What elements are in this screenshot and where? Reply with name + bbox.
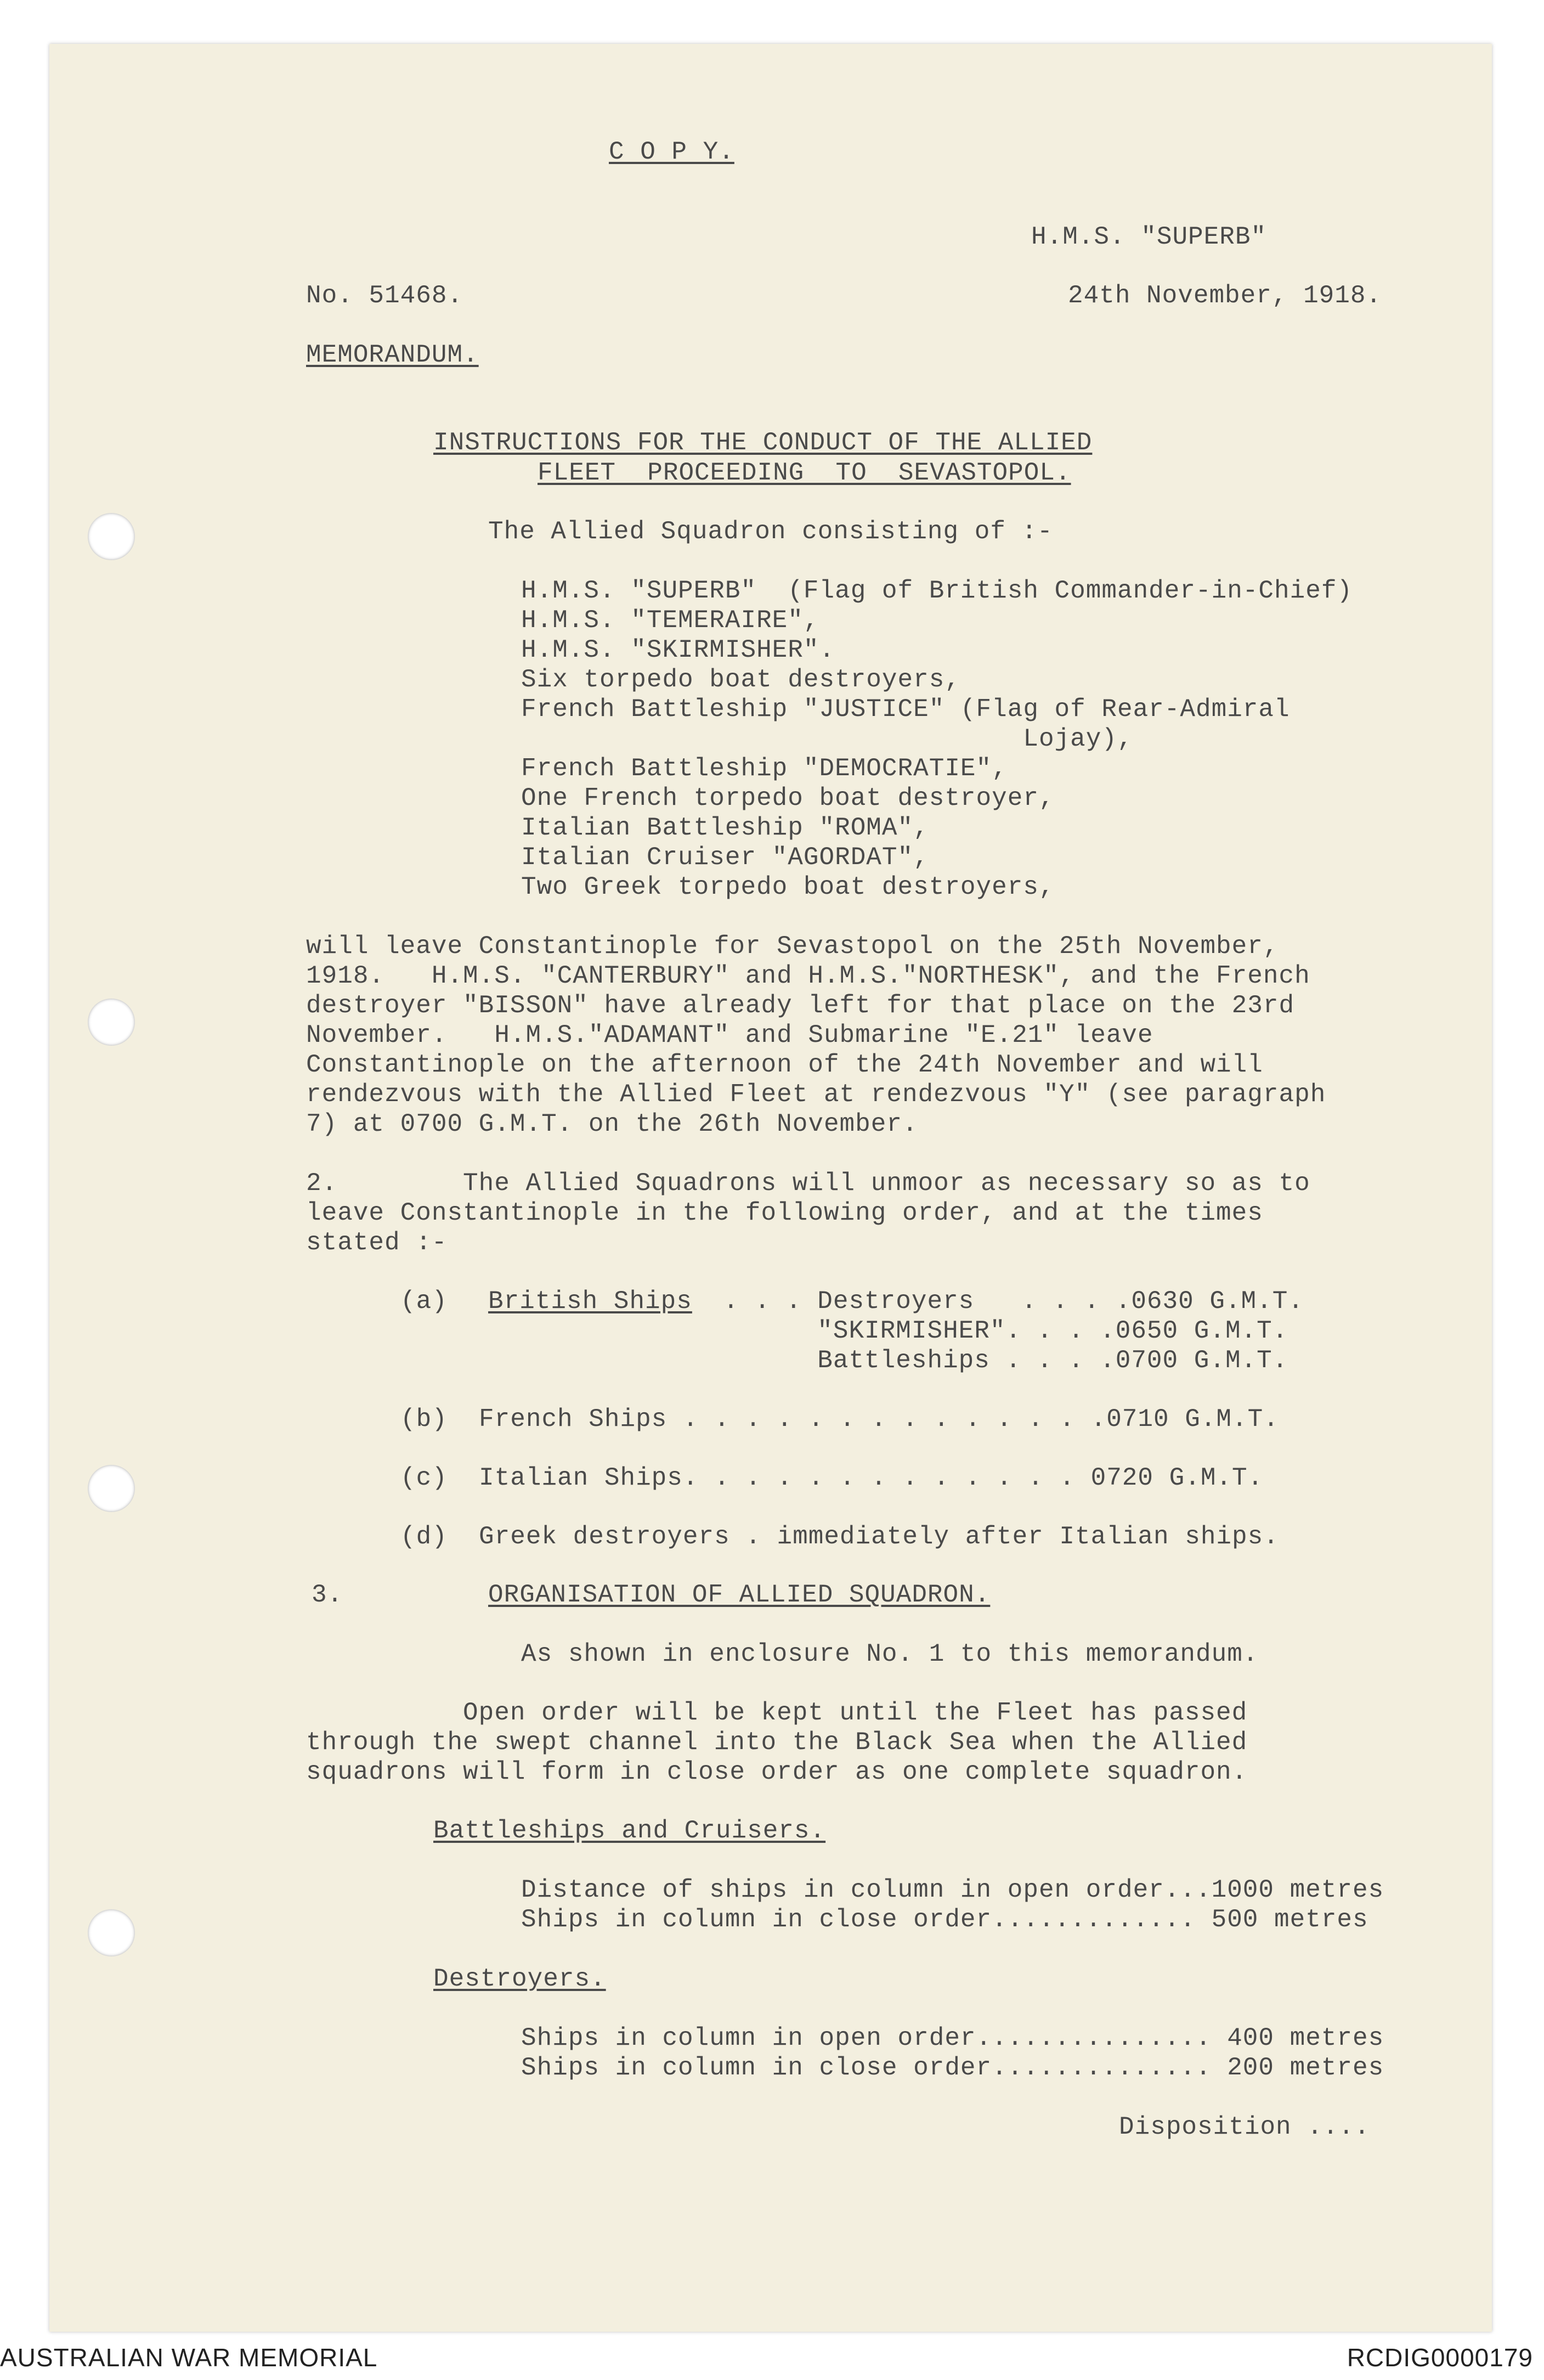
paragraph-line: 2. The Allied Squadrons will unmoor as necessary so as to xyxy=(306,1169,1310,1198)
memo-number: No. 51468. xyxy=(306,281,463,310)
ship-line: H.M.S. "TEMERAIRE", xyxy=(521,606,819,635)
order-row-b: (b) French Ships . . . . . . . . . . . . . .0710 G.M.T. xyxy=(400,1405,1279,1434)
paragraph-line: leave Constantinople in the following order, and at the times xyxy=(306,1199,1263,1227)
section-line: As shown in enclosure No. 1 to this memorandum. xyxy=(521,1640,1259,1668)
section-heading: ORGANISATION OF ALLIED SQUADRON. xyxy=(488,1581,991,1609)
ship-line: H.M.S. "SKIRMISHER". xyxy=(521,636,835,664)
ship-name: H.M.S. "SUPERB" xyxy=(1031,223,1267,251)
distance-row: Ships in column in open order............... 400 metres xyxy=(521,2024,1384,2052)
document-page xyxy=(49,44,1492,2332)
distance-row: Ships in column in close order.............. 200 metres xyxy=(521,2054,1384,2082)
punch-hole xyxy=(88,999,135,1046)
ship-line: H.M.S. "SUPERB" (Flag of British Commander-in-Chief) xyxy=(521,577,1353,605)
footer-record-id: RCDIG0000179 xyxy=(1347,2343,1533,2372)
section-number: 3. xyxy=(312,1581,343,1609)
title-line-1: INSTRUCTIONS FOR THE CONDUCT OF THE ALLIED xyxy=(433,428,1093,457)
section-paragraph-line: Open order will be kept until the Fleet has passed xyxy=(306,1699,1248,1727)
ship-line: Six torpedo boat destroyers, xyxy=(521,666,960,694)
order-row: "SKIRMISHER". . . .0650 G.M.T. xyxy=(708,1317,1288,1345)
paragraph-line: will leave Constantinople for Sevastopol on the 25th November, xyxy=(306,932,1279,961)
memo-date: 24th November, 1918. xyxy=(1068,281,1382,310)
footer-archive-name: AUSTRALIAN WAR MEMORIAL xyxy=(0,2343,378,2372)
order-heading-british: British Ships xyxy=(488,1287,692,1316)
punch-hole xyxy=(88,1909,135,1956)
continuation-text: Disposition .... xyxy=(1119,2113,1370,2141)
ship-line: French Battleship "JUSTICE" (Flag of Rear-Admiral xyxy=(521,695,1290,724)
battleships-heading: Battleships and Cruisers. xyxy=(433,1817,826,1845)
title-line-2: FLEET PROCEEDING TO SEVASTOPOL. xyxy=(538,459,1071,487)
punch-hole xyxy=(88,513,135,560)
distance-row: Distance of ships in column in open order...1000 metres xyxy=(521,1876,1384,1904)
memorandum-heading: MEMORANDUM. xyxy=(306,341,479,369)
ship-line: French Battleship "DEMOCRATIE", xyxy=(521,754,1008,783)
section-paragraph-line: through the swept channel into the Black Sea when the Allied xyxy=(306,1728,1248,1757)
ship-line: Italian Battleship "ROMA", xyxy=(521,814,929,842)
ship-line: Lojay), xyxy=(521,725,1133,753)
copy-heading: C O P Y. xyxy=(609,138,734,166)
ship-line: Two Greek torpedo boat destroyers, xyxy=(521,873,1055,901)
paragraph-line: rendezvous with the Allied Fleet at rendezvous "Y" (see paragraph xyxy=(306,1080,1326,1109)
punch-hole xyxy=(88,1465,135,1512)
order-row-d: (d) Greek destroyers . immediately after Italian ships. xyxy=(400,1522,1279,1551)
distance-row: Ships in column in close order............. 500 metres xyxy=(521,1905,1368,1934)
paragraph-line: destroyer "BISSON" have already left for that place on the 23rd xyxy=(306,991,1295,1020)
paragraph-line: stated :- xyxy=(306,1228,448,1257)
section-paragraph-line: squadrons will form in close order as one complete squadron. xyxy=(306,1758,1248,1786)
ship-line: One French torpedo boat destroyer, xyxy=(521,784,1055,813)
order-row: . . . Destroyers . . . .0630 G.M.T. xyxy=(708,1287,1304,1316)
intro-text: The Allied Squadron consisting of :- xyxy=(488,517,1053,546)
paragraph-line: 1918. H.M.S. "CANTERBURY" and H.M.S."NORTHESK", and the French xyxy=(306,962,1310,990)
paragraph-line: November. H.M.S."ADAMANT" and Submarine "E.21" leave xyxy=(306,1021,1153,1050)
order-row: Battleships . . . .0700 G.M.T. xyxy=(708,1346,1288,1375)
paragraph-line: Constantinople on the afternoon of the 24th November and will xyxy=(306,1051,1263,1079)
paragraph-line: 7) at 0700 G.M.T. on the 26th November. xyxy=(306,1110,918,1138)
order-label-a: (a) xyxy=(400,1287,448,1316)
destroyers-heading: Destroyers. xyxy=(433,1965,606,1993)
order-row-c: (c) Italian Ships. . . . . . . . . . . . . 0720 G.M.T. xyxy=(400,1464,1264,1492)
ship-line: Italian Cruiser "AGORDAT", xyxy=(521,843,929,872)
